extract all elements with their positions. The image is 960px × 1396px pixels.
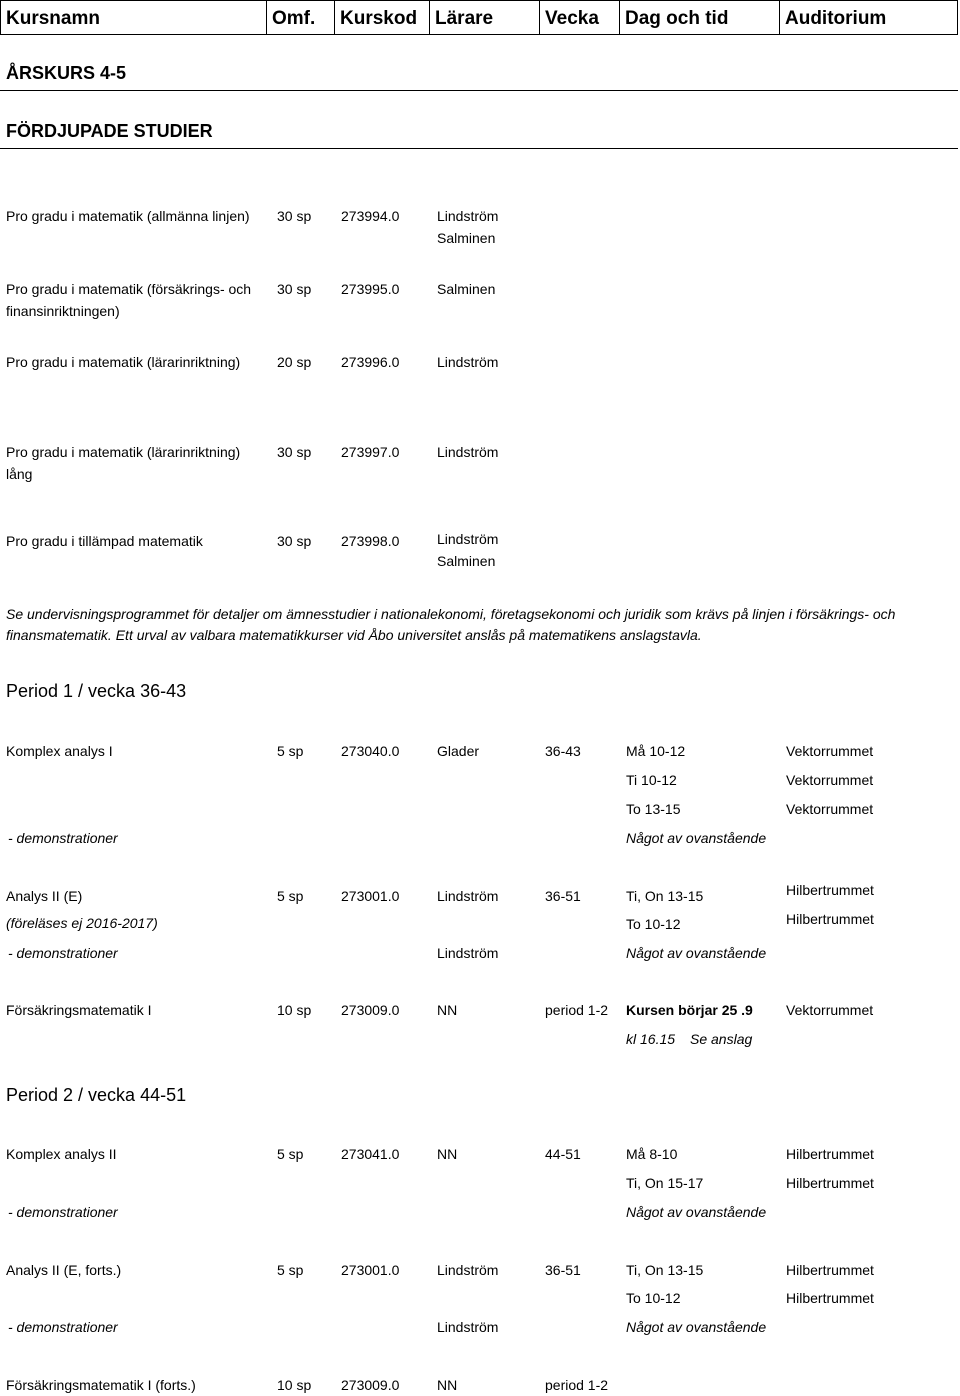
study-note: Se undervisningsprogrammet för detaljer om ämnesstudier i nationalekonomi, företagsekonomi och juridik som krävs på linjen i försäkrings- och finansmatematik. Ett urval av valbara matematikkurser vid Åbo universitet anslås på matematikens anslagstavla. xyxy=(6,606,896,643)
course-name: Pro gradu i tillämpad matematik xyxy=(6,533,203,549)
course-code: 273996.0 xyxy=(341,354,400,370)
course-teachers: Salminen xyxy=(437,281,496,297)
slot-room: Hilbertrummet xyxy=(786,911,874,927)
section-advanced-title: FÖRDJUPADE STUDIER xyxy=(6,121,213,141)
course-teacher: Lindström xyxy=(437,888,499,904)
slot-room: Vektorrummet xyxy=(786,743,874,759)
demo-time: Något av ovanstående xyxy=(626,1204,767,1220)
course-code: 273994.0 xyxy=(341,208,400,224)
demo-label: - demonstrationer xyxy=(8,945,118,961)
course-code: 273001.0 xyxy=(341,1262,400,1278)
slot-time: To 10-12 xyxy=(626,916,681,932)
course-week: 44-51 xyxy=(545,1146,581,1162)
course-name: Pro gradu i matematik (allmänna linjen) xyxy=(6,208,250,224)
demo-label: - demonstrationer xyxy=(8,830,118,846)
slot-room: Hilbertrummet xyxy=(786,882,874,898)
course-code: 273041.0 xyxy=(341,1146,400,1162)
demo-time: Något av ovanstående xyxy=(626,1319,767,1335)
course-name: Pro gradu i matematik (lärarinriktning) xyxy=(6,354,241,370)
course-code: 273009.0 xyxy=(341,1377,400,1393)
course-teacher: Glader xyxy=(437,743,480,759)
course-credits: 10 sp xyxy=(277,1377,312,1393)
course-teachers: Lindström Salminen xyxy=(437,208,499,246)
slot-time: Ti, On 15-17 xyxy=(626,1175,704,1191)
course-credits: 30 sp xyxy=(277,281,312,297)
slot-room: Hilbertrummet xyxy=(786,1146,874,1162)
course-teacher: NN xyxy=(437,1002,458,1018)
course-subnote: (föreläses ej 2016-2017) xyxy=(6,915,158,931)
notice: Se anslag xyxy=(690,1031,753,1047)
course-name: Försäkringsmatematik I (forts.) xyxy=(6,1377,196,1393)
slot-time: Ti, On 13-15 xyxy=(626,888,704,904)
course-credits: 10 sp xyxy=(277,1002,312,1018)
slot-room: Vektorrummet xyxy=(786,772,874,788)
demo-time: Något av ovanstående xyxy=(626,945,767,961)
course-name: Komplex analys I xyxy=(6,743,113,759)
course-credits: 5 sp xyxy=(277,743,304,759)
course-teachers: Lindström xyxy=(437,444,499,460)
slot-room: Vektorrummet xyxy=(786,1002,874,1018)
course-code: 273040.0 xyxy=(341,743,400,759)
course-teachers: Lindström xyxy=(437,354,499,370)
course-week: 36-51 xyxy=(545,888,581,904)
course-code: 273009.0 xyxy=(341,1002,400,1018)
course-teacher: Lindström xyxy=(437,1262,499,1278)
course-week: 36-43 xyxy=(545,743,581,759)
header-course-name: Kursnamn xyxy=(1,1,267,34)
course-credits: 30 sp xyxy=(277,444,312,460)
course-week: period 1-2 xyxy=(545,1377,609,1393)
course-name: Analys II (E, forts.) xyxy=(6,1262,122,1278)
slot-room: Vektorrummet xyxy=(786,801,874,817)
course-code: 273997.0 xyxy=(341,444,400,460)
slot-room: Hilbertrummet xyxy=(786,1290,874,1306)
course-credits: 30 sp xyxy=(277,208,312,224)
time-note: kl 16.15 xyxy=(626,1031,676,1047)
header-week: Vecka xyxy=(540,1,620,34)
course-credits: 5 sp xyxy=(277,1262,304,1278)
header-course-code: Kurskod xyxy=(335,1,430,34)
header-teacher: Lärare xyxy=(430,1,540,34)
divider xyxy=(0,90,958,91)
slot-room: Hilbertrummet xyxy=(786,1262,874,1278)
course-week: period 1-2 xyxy=(545,1002,609,1018)
course-credits: 30 sp xyxy=(277,533,312,549)
course-week: 36-51 xyxy=(545,1262,581,1278)
demo-label: - demonstrationer xyxy=(8,1204,118,1220)
slot-time: Ti, On 13-15 xyxy=(626,1262,704,1278)
slot-time: To 13-15 xyxy=(626,801,681,817)
course-teachers: Lindström Salminen xyxy=(437,531,499,569)
demo-time: Något av ovanstående xyxy=(626,830,767,846)
section-year-title: ÅRSKURS 4-5 xyxy=(6,63,127,83)
course-credits: 5 sp xyxy=(277,888,304,904)
course-name: Analys II (E) xyxy=(6,888,83,904)
slot-time: Ti 10-12 xyxy=(626,772,677,788)
period1-title: Period 1 / vecka 36-43 xyxy=(6,681,187,701)
course-name: Pro gradu i matematik (försäkrings- och finansinriktningen) xyxy=(6,281,252,319)
divider xyxy=(0,148,958,149)
course-name: Komplex analys II xyxy=(6,1146,117,1162)
header-credits: Omf. xyxy=(267,1,335,34)
course-code: 273998.0 xyxy=(341,533,400,549)
course-credits: 20 sp xyxy=(277,354,312,370)
slot-time: Må 10-12 xyxy=(626,743,686,759)
course-start: Kursen börjar 25 .9 xyxy=(626,1002,753,1018)
demo-teacher: Lindström xyxy=(437,1319,499,1335)
slot-room: Hilbertrummet xyxy=(786,1175,874,1191)
period2-title: Period 2 / vecka 44-51 xyxy=(6,1085,187,1105)
column-header-row xyxy=(0,0,958,35)
course-code: 273001.0 xyxy=(341,888,400,904)
slot-time: Må 8-10 xyxy=(626,1146,678,1162)
course-name: Pro gradu i matematik (lärarinriktning) lång xyxy=(6,444,241,482)
demo-teacher: Lindström xyxy=(437,945,499,961)
course-code: 273995.0 xyxy=(341,281,400,297)
course-credits: 5 sp xyxy=(277,1146,304,1162)
course-teacher: NN xyxy=(437,1377,458,1393)
demo-label: - demonstrationer xyxy=(8,1319,118,1335)
course-name: Försäkringsmatematik I xyxy=(6,1002,152,1018)
course-teacher: NN xyxy=(437,1146,458,1162)
slot-time: To 10-12 xyxy=(626,1290,681,1306)
header-day-time: Dag och tid xyxy=(620,1,780,34)
header-room: Auditorium xyxy=(785,8,887,29)
